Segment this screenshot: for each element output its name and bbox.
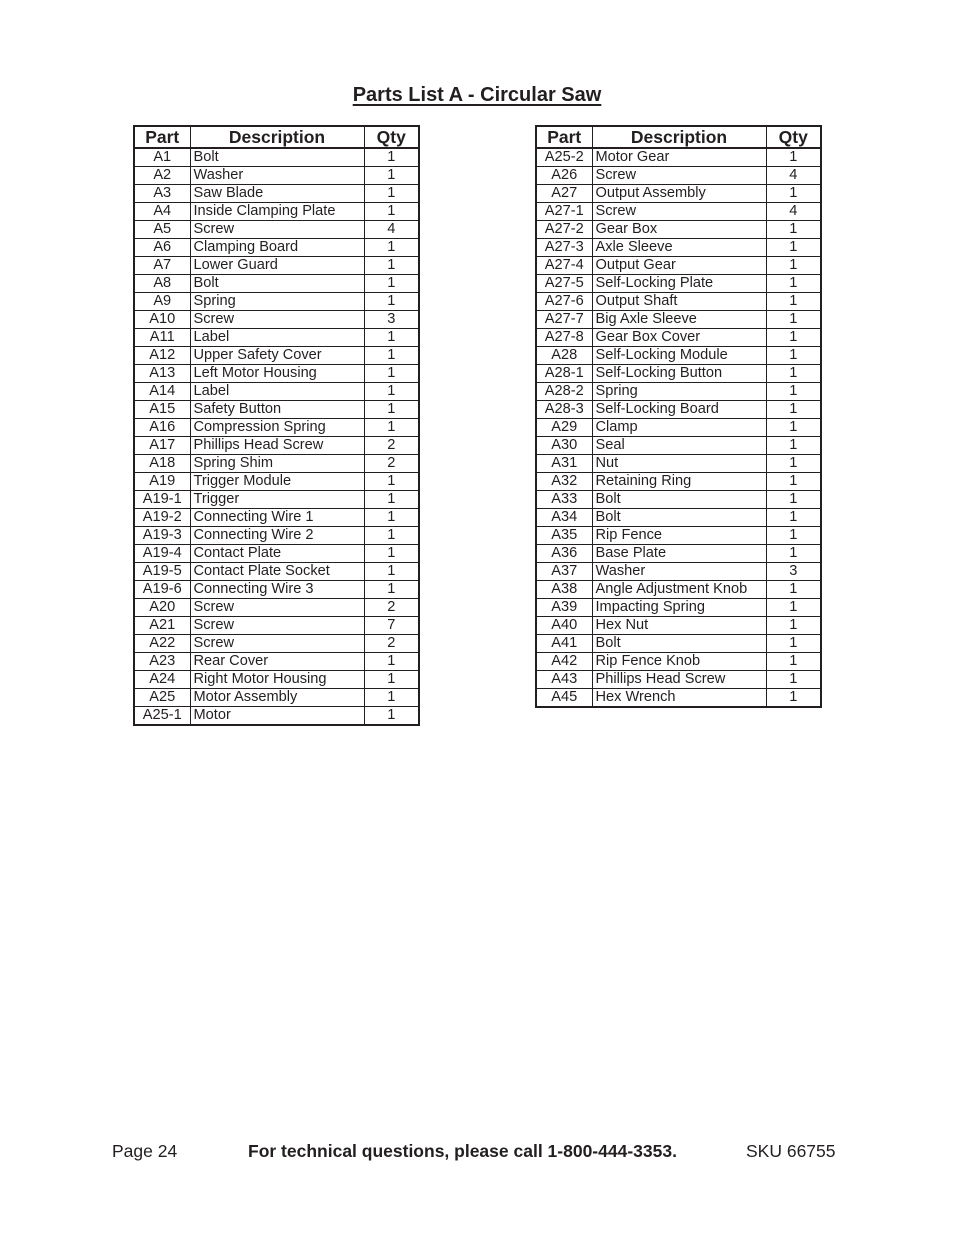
description-cell: Trigger [190,491,364,509]
qty-cell: 1 [766,545,821,563]
table-row [134,203,419,221]
part-number-cell: A24 [134,671,190,689]
qty-cell: 1 [364,185,419,203]
description-cell: Connecting Wire 1 [190,509,364,527]
table-row [536,545,821,563]
description-cell: Bolt [592,509,766,527]
table-row [134,653,419,671]
description-cell: Angle Adjustment Knob [592,581,766,599]
description-cell: Bolt [592,491,766,509]
table-row [536,473,821,491]
description-cell: Output Assembly [592,185,766,203]
part-number-cell: A25 [134,689,190,707]
part-number-cell: A19 [134,473,190,491]
table-row [134,671,419,689]
description-cell: Label [190,383,364,401]
part-number-cell: A39 [536,599,592,617]
description-cell: Self-Locking Board [592,401,766,419]
column-header-part: Part [536,126,592,148]
qty-cell: 1 [766,671,821,689]
description-cell: Bolt [592,635,766,653]
table-row [134,293,419,311]
table-row [134,707,419,726]
qty-cell: 1 [364,509,419,527]
description-cell: Safety Button [190,401,364,419]
part-number-cell: A12 [134,347,190,365]
table-row [536,347,821,365]
part-number-cell: A19-4 [134,545,190,563]
description-cell: Gear Box [592,221,766,239]
qty-cell: 1 [766,527,821,545]
part-number-cell: A27-4 [536,257,592,275]
qty-cell: 1 [766,275,821,293]
part-number-cell: A17 [134,437,190,455]
table-row [536,167,821,185]
part-number-cell: A27-7 [536,311,592,329]
table-row [536,275,821,293]
part-number-cell: A14 [134,383,190,401]
table-row [536,293,821,311]
table-row [134,617,419,635]
table-row [134,635,419,653]
description-cell: Saw Blade [190,185,364,203]
qty-cell: 1 [766,221,821,239]
part-number-cell: A19-1 [134,491,190,509]
description-cell: Self-Locking Plate [592,275,766,293]
part-number-cell: A19-6 [134,581,190,599]
description-cell: Axle Sleeve [592,239,766,257]
part-number-cell: A27-8 [536,329,592,347]
part-number-cell: A32 [536,473,592,491]
table-row [134,491,419,509]
description-cell: Label [190,329,364,347]
qty-cell: 2 [364,437,419,455]
qty-cell: 1 [364,473,419,491]
page-title-text: Parts List A - Circular Saw [352,84,602,106]
table-row [536,563,821,581]
qty-cell: 1 [364,293,419,311]
part-number-cell: A28-3 [536,401,592,419]
part-number-cell: A1 [134,148,190,167]
part-number-cell: A27-1 [536,203,592,221]
qty-cell: 1 [766,185,821,203]
part-number-cell: A27-3 [536,239,592,257]
table-row [134,563,419,581]
description-cell: Screw [190,599,364,617]
table-row [536,329,821,347]
table-row [134,689,419,707]
qty-cell: 1 [766,365,821,383]
qty-cell: 1 [364,419,419,437]
description-cell: Washer [190,167,364,185]
table-row [134,401,419,419]
part-number-cell: A19-2 [134,509,190,527]
description-cell: Self-Locking Module [592,347,766,365]
qty-cell: 4 [766,167,821,185]
qty-cell: 1 [766,239,821,257]
description-cell: Lower Guard [190,257,364,275]
part-number-cell: A15 [134,401,190,419]
part-number-cell: A28-2 [536,383,592,401]
table-row [536,581,821,599]
part-number-cell: A34 [536,509,592,527]
description-cell: Seal [592,437,766,455]
description-cell: Trigger Module [190,473,364,491]
table-row [134,527,419,545]
part-number-cell: A22 [134,635,190,653]
part-number-cell: A42 [536,653,592,671]
description-cell: Rip Fence Knob [592,653,766,671]
table-row [536,455,821,473]
table-row [536,689,821,708]
qty-cell: 1 [766,455,821,473]
description-cell: Motor Gear [592,148,766,167]
table-row [536,185,821,203]
part-number-cell: A7 [134,257,190,275]
description-cell: Spring [592,383,766,401]
qty-cell: 1 [364,545,419,563]
table-row [134,581,419,599]
qty-cell: 2 [364,599,419,617]
description-cell: Compression Spring [190,419,364,437]
table-row [134,545,419,563]
qty-cell: 1 [364,653,419,671]
part-number-cell: A20 [134,599,190,617]
qty-cell: 1 [766,653,821,671]
qty-cell: 1 [766,491,821,509]
page-number: Page 24 [112,1141,178,1161]
qty-cell: 1 [766,401,821,419]
table-row [134,329,419,347]
table-row [536,635,821,653]
table-row [134,509,419,527]
part-number-cell: A43 [536,671,592,689]
qty-cell: 1 [364,347,419,365]
table-row [536,617,821,635]
table-row [536,653,821,671]
qty-cell: 1 [766,293,821,311]
part-number-cell: A2 [134,167,190,185]
parts-table-left [133,125,420,726]
part-number-cell: A23 [134,653,190,671]
description-cell: Rip Fence [592,527,766,545]
part-number-cell: A13 [134,365,190,383]
part-number-cell: A3 [134,185,190,203]
table-row [134,599,419,617]
table-row [134,185,419,203]
table-row [536,599,821,617]
table-row [134,148,419,167]
table-row [536,221,821,239]
qty-cell: 1 [766,689,821,708]
table-row [536,365,821,383]
table-row [536,203,821,221]
description-cell: Clamp [592,419,766,437]
description-cell: Screw [190,617,364,635]
description-cell: Spring Shim [190,455,364,473]
qty-cell: 1 [364,239,419,257]
part-number-cell: A38 [536,581,592,599]
qty-cell: 1 [364,329,419,347]
description-cell: Output Gear [592,257,766,275]
part-number-cell: A27-5 [536,275,592,293]
part-number-cell: A27-2 [536,221,592,239]
part-number-cell: A25-2 [536,148,592,167]
parts-table-right [535,125,822,708]
part-number-cell: A18 [134,455,190,473]
description-cell: Motor [190,707,364,726]
description-cell: Output Shaft [592,293,766,311]
description-cell: Connecting Wire 2 [190,527,364,545]
table-row [134,257,419,275]
description-cell: Rear Cover [190,653,364,671]
qty-cell: 1 [364,148,419,167]
table-row [536,491,821,509]
table-row [134,221,419,239]
description-cell: Motor Assembly [190,689,364,707]
table-row [134,347,419,365]
description-cell: Retaining Ring [592,473,766,491]
description-cell: Big Axle Sleeve [592,311,766,329]
table-row [536,383,821,401]
qty-cell: 3 [766,563,821,581]
qty-cell: 1 [364,401,419,419]
description-cell: Nut [592,455,766,473]
part-number-cell: A19-3 [134,527,190,545]
table-row [536,148,821,167]
column-header-description: Description [190,126,364,148]
sku-number: SKU 66755 [746,1141,836,1161]
qty-cell: 1 [766,617,821,635]
part-number-cell: A28-1 [536,365,592,383]
table-row [134,383,419,401]
part-number-cell: A25-1 [134,707,190,726]
qty-cell: 1 [766,581,821,599]
qty-cell: 1 [364,383,419,401]
description-cell: Screw [190,221,364,239]
table-row [134,437,419,455]
description-cell: Right Motor Housing [190,671,364,689]
qty-cell: 1 [364,491,419,509]
description-cell: Spring [190,293,364,311]
part-number-cell: A27-6 [536,293,592,311]
description-cell: Hex Nut [592,617,766,635]
part-number-cell: A36 [536,545,592,563]
qty-cell: 1 [364,365,419,383]
qty-cell: 1 [364,257,419,275]
qty-cell: 2 [364,455,419,473]
description-cell: Screw [592,167,766,185]
description-cell: Base Plate [592,545,766,563]
table-row [536,509,821,527]
table-row [134,167,419,185]
qty-cell: 1 [766,148,821,167]
part-number-cell: A37 [536,563,592,581]
table-row [536,239,821,257]
qty-cell: 4 [766,203,821,221]
qty-cell: 1 [766,419,821,437]
table-row [536,311,821,329]
qty-cell: 1 [766,383,821,401]
part-number-cell: A16 [134,419,190,437]
description-cell: Screw [592,203,766,221]
description-cell: Connecting Wire 3 [190,581,364,599]
description-cell: Left Motor Housing [190,365,364,383]
qty-cell: 1 [766,257,821,275]
qty-cell: 1 [364,275,419,293]
qty-cell: 1 [766,599,821,617]
description-cell: Washer [592,563,766,581]
part-number-cell: A31 [536,455,592,473]
table-header-row [134,126,419,148]
qty-cell: 1 [766,437,821,455]
table-row [134,275,419,293]
part-number-cell: A4 [134,203,190,221]
table-row [536,257,821,275]
part-number-cell: A26 [536,167,592,185]
description-cell: Screw [190,635,364,653]
table-row [134,455,419,473]
table-row [536,671,821,689]
description-cell: Clamping Board [190,239,364,257]
description-cell: Screw [190,311,364,329]
part-number-cell: A5 [134,221,190,239]
description-cell: Phillips Head Screw [592,671,766,689]
qty-cell: 3 [364,311,419,329]
qty-cell: 1 [364,563,419,581]
description-cell: Upper Safety Cover [190,347,364,365]
table-row [134,419,419,437]
table-row [536,437,821,455]
part-number-cell: A35 [536,527,592,545]
table-row [134,365,419,383]
table-row [134,311,419,329]
qty-cell: 2 [364,635,419,653]
column-header-qty: Qty [364,126,419,148]
table-row [536,527,821,545]
part-number-cell: A10 [134,311,190,329]
description-cell: Inside Clamping Plate [190,203,364,221]
part-number-cell: A21 [134,617,190,635]
column-header-part: Part [134,126,190,148]
part-number-cell: A11 [134,329,190,347]
qty-cell: 1 [766,347,821,365]
part-number-cell: A41 [536,635,592,653]
part-number-cell: A45 [536,689,592,708]
table-row [134,473,419,491]
qty-cell: 7 [364,617,419,635]
description-cell: Gear Box Cover [592,329,766,347]
part-number-cell: A19-5 [134,563,190,581]
description-cell: Bolt [190,148,364,167]
table-row [536,401,821,419]
page-title [0,82,954,108]
qty-cell: 1 [766,473,821,491]
qty-cell: 1 [364,203,419,221]
part-number-cell: A29 [536,419,592,437]
qty-cell: 1 [766,509,821,527]
qty-cell: 1 [766,635,821,653]
description-cell: Contact Plate Socket [190,563,364,581]
description-cell: Bolt [190,275,364,293]
part-number-cell: A40 [536,617,592,635]
part-number-cell: A33 [536,491,592,509]
description-cell: Impacting Spring [592,599,766,617]
column-header-qty: Qty [766,126,821,148]
description-cell: Hex Wrench [592,689,766,708]
description-cell: Contact Plate [190,545,364,563]
qty-cell: 1 [364,581,419,599]
qty-cell: 1 [364,527,419,545]
part-number-cell: A28 [536,347,592,365]
column-header-description: Description [592,126,766,148]
qty-cell: 1 [364,671,419,689]
part-number-cell: A9 [134,293,190,311]
qty-cell: 1 [766,311,821,329]
table-header-row [536,126,821,148]
description-cell: Phillips Head Screw [190,437,364,455]
part-number-cell: A27 [536,185,592,203]
part-number-cell: A8 [134,275,190,293]
qty-cell: 4 [364,221,419,239]
technical-support-line: For technical questions, please call 1-800-444-3353. [248,1141,677,1161]
qty-cell: 1 [364,707,419,726]
part-number-cell: A30 [536,437,592,455]
part-number-cell: A6 [134,239,190,257]
table-row [134,239,419,257]
table-row [536,419,821,437]
description-cell: Self-Locking Button [592,365,766,383]
qty-cell: 1 [364,689,419,707]
qty-cell: 1 [364,167,419,185]
qty-cell: 1 [766,329,821,347]
